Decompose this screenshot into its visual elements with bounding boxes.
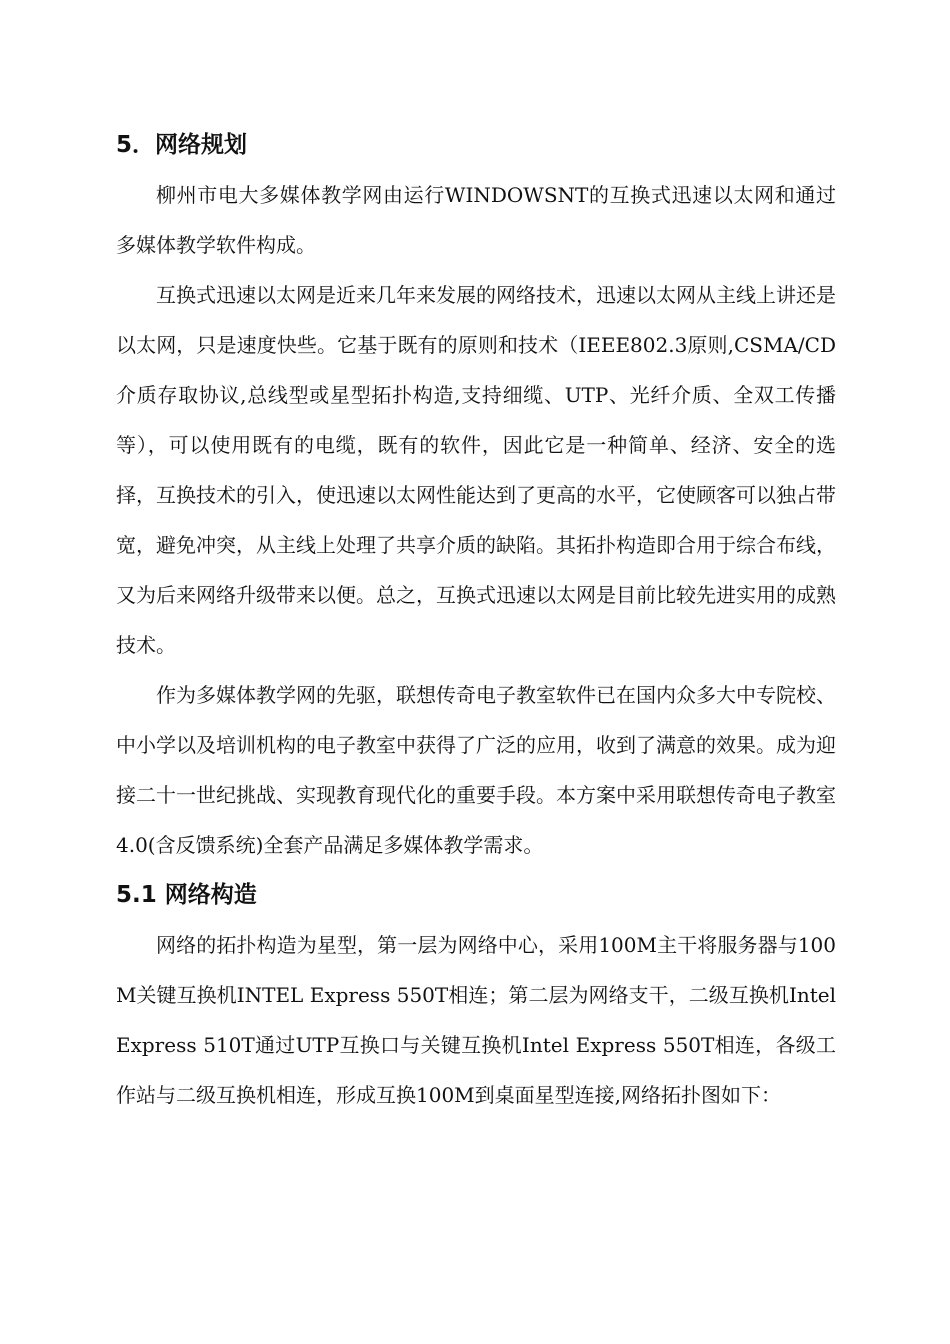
paragraph-network-overview: 柳州市电大多媒体教学网由运行WINDOWSNT的互换式迅速以太网和通过多媒体教学软件构成。 bbox=[116, 183, 836, 257]
section-heading-network-structure: 5.1 网络构造 bbox=[116, 882, 257, 908]
paragraph-electronic-classroom: 作为多媒体教学网的先驱，联想传奇电子教室软件已在国内众多大中专院校、中小学以及培训机构的电子教室中获得了广泛的应用，收到了满意的效果。成为迎接二十一世纪挑战、实现教育现代化的重要手段。本方案中采用联想传奇电子教室4.0(含反馈系统)全套产品满足多媒体教学需求。 bbox=[116, 683, 836, 857]
section-heading-network-planning: 5．网络规划 bbox=[116, 132, 248, 158]
paragraph-fast-ethernet: 互换式迅速以太网是近来几年来发展的网络技术，迅速以太网从主线上讲还是以太网，只是速度快些。它基于既有的原则和技术（IEEE802.3原则,CSMA/CD介质存取协议,总线型或星型拓扑构造,支持细缆、UTP、光纤介质、全双工传播等），可以使用既有的电缆，既有的软件，因此它是一种简单、经济、安全的选择，互换技术的引入，使迅速以太网性能达到了更高的水平，它使顾客可以独占带宽，避免冲突，从主线上处理了共享介质的缺陷。其拓扑构造即合用于综合布线，又为后来网络升级带来以便。总之，互换式迅速以太网是目前比较先进实用的成熟技术。 bbox=[116, 283, 836, 657]
document-body bbox=[116, 120, 836, 1120]
paragraph-topology: 网络的拓扑构造为星型，第一层为网络中心，采用100M主干将服务器与100M关键互换机INTEL Express 550T相连；第二层为网络支干，二级互换机Intel Express 510T通过UTP互换口与关键互换机Intel Express 550T相连，各级工作站与二级互换机相连，形成互换100M到桌面星型连接,网络拓扑图如下： bbox=[116, 933, 836, 1107]
